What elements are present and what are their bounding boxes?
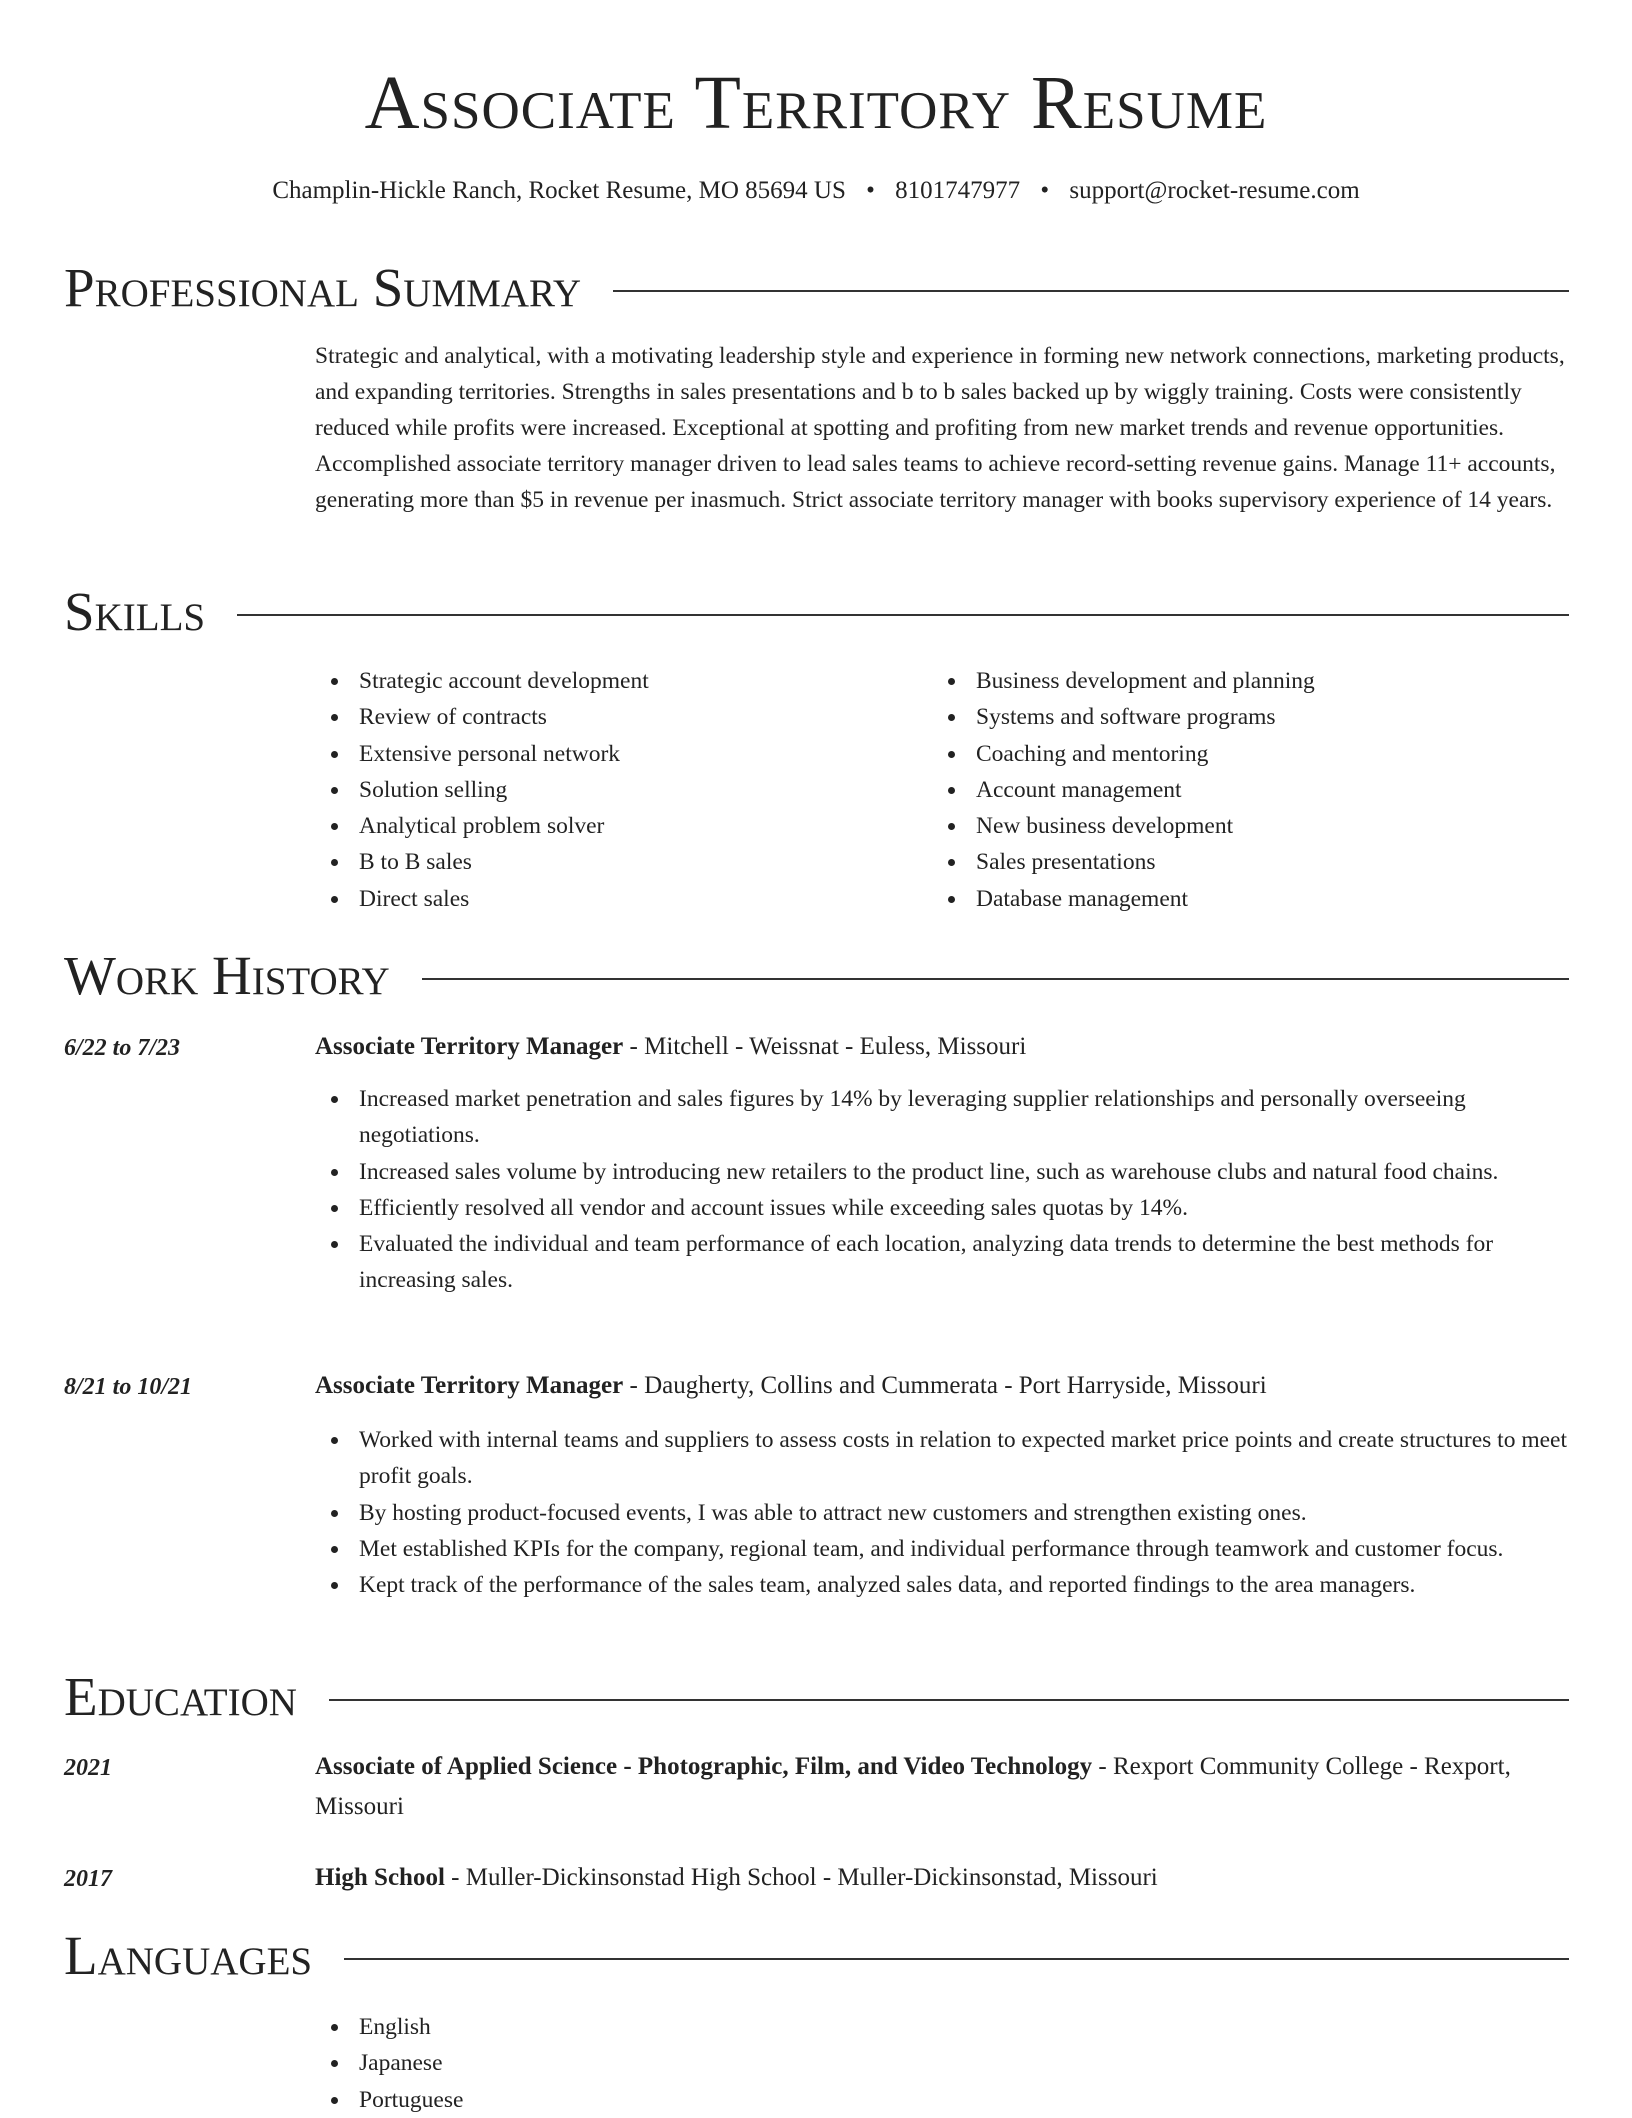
skill-item: Systems and software programs <box>976 699 1492 735</box>
job-bullet: Worked with internal teams and suppliers to assess costs in relation to expected market price points and create structures to meet profit goals. <box>359 1422 1573 1495</box>
degree: Associate of Applied Science - Photographic, Film, and Video Technology <box>315 1753 1093 1780</box>
education-year: 2017 <box>64 1866 112 1892</box>
skill-item: Extensive personal network <box>359 736 875 772</box>
education-entry <box>315 1747 1555 1827</box>
skill-item: B to B sales <box>359 844 875 880</box>
school: - Rexport Community College - Rexport, Missouri <box>315 1753 1511 1820</box>
job-bullet: Efficiently resolved all vendor and account issues while exceeding sales quotas by 14%. <box>359 1190 1573 1226</box>
job-bullets <box>315 1081 1573 1299</box>
skill-item: Direct sales <box>359 881 875 917</box>
skill-item: New business development <box>976 808 1492 844</box>
skill-item: Business development and planning <box>976 663 1492 699</box>
skill-item: Review of contracts <box>359 699 875 735</box>
education-entry <box>315 1858 1555 1898</box>
section-divider <box>237 614 1569 616</box>
language-item: Japanese <box>359 2045 1573 2081</box>
skill-item: Strategic account development <box>359 663 875 699</box>
job-bullet: Met established KPIs for the company, regional team, and individual performance through teamwork and customer focus. <box>359 1531 1573 1567</box>
work-section-header <box>64 944 1569 1008</box>
phone: 8101747977 <box>895 177 1021 204</box>
job-title: Associate Territory Manager <box>315 1372 624 1399</box>
separator-dot: • <box>866 177 875 204</box>
job-title-line <box>315 1366 1555 1406</box>
skill-item: Analytical problem solver <box>359 808 875 844</box>
skill-item: Database management <box>976 881 1492 917</box>
section-divider <box>422 978 1569 980</box>
job-employer: - Daugherty, Collins and Cummerata - Port Harryside, Missouri <box>623 1372 1267 1399</box>
section-divider <box>344 1958 1569 1960</box>
degree: High School <box>315 1864 445 1891</box>
education-section-header <box>64 1665 1569 1729</box>
languages-section-header <box>64 1924 1569 1988</box>
skills-list-left <box>315 663 875 917</box>
job-title-line <box>315 1027 1555 1067</box>
summary-section-header <box>64 256 1569 320</box>
summary-heading: Professional Summary <box>64 257 582 318</box>
language-item: English <box>359 2009 1573 2045</box>
language-item: Portuguese <box>359 2082 1573 2118</box>
job-bullet: Kept track of the performance of the sales team, analyzed sales data, and reported findings to the area managers. <box>359 1567 1573 1603</box>
skill-item: Sales presentations <box>976 844 1492 880</box>
contact-line <box>0 174 1632 208</box>
skills-left-column <box>315 663 875 917</box>
address: Champlin-Hickle Ranch, Rocket Resume, MO 85694 US <box>272 177 846 204</box>
job-employer: - Mitchell - Weissnat - Euless, Missouri <box>623 1033 1027 1060</box>
resume-name: Associate Territory Resume <box>364 61 1268 145</box>
email: support@rocket-resume.com <box>1069 177 1360 204</box>
section-divider <box>613 290 1569 292</box>
skill-item: Coaching and mentoring <box>976 736 1492 772</box>
job-bullet: Increased sales volume by introducing new retailers to the product line, such as warehouse clubs and natural food chains. <box>359 1154 1573 1190</box>
languages-list <box>315 2009 1573 2118</box>
school: - Muller-Dickinsonstad High School - Muller-Dickinsonstad, Missouri <box>444 1864 1158 1891</box>
job-title: Associate Territory Manager <box>315 1033 624 1060</box>
skills-list-right <box>932 663 1492 917</box>
job-bullet: By hosting product-focused events, I was able to attract new customers and strengthen existing ones. <box>359 1495 1573 1531</box>
skill-item: Account management <box>976 772 1492 808</box>
skills-section-header <box>64 580 1569 644</box>
skills-heading: Skills <box>64 581 206 642</box>
job-dates: 8/21 to 10/21 <box>64 1374 193 1400</box>
separator-dot: • <box>1040 177 1050 204</box>
work-heading: Work History <box>64 945 390 1006</box>
summary-text: Strategic and analytical, with a motivating leadership style and experience in forming new network connections, marketing products, and expanding territories. Strengths in sales presentations and b to b sales backed up by wiggly training. Costs were consistently reduced while profits were increased. Exceptional at spotting and profiting from new market trends and revenue opportunities. Accomplished associate territory manager driven to lead sales teams to achieve record-setting revenue gains. Manage 11+ accounts, generating more than $5 in revenue per inasmuch. Strict associate territory manager with books supervisory experience of 14 years. <box>315 343 1565 513</box>
skill-item: Solution selling <box>359 772 875 808</box>
skills-right-column <box>932 663 1492 917</box>
job-dates: 6/22 to 7/23 <box>64 1035 181 1061</box>
education-heading: Education <box>64 1666 297 1727</box>
job-bullet: Evaluated the individual and team performance of each location, analyzing data trends to determine the best methods for increasing sales. <box>359 1226 1573 1299</box>
section-divider <box>329 1699 1569 1701</box>
languages-heading: Languages <box>64 1925 313 1986</box>
job-bullets <box>315 1422 1573 1603</box>
job-bullet: Increased market penetration and sales figures by 14% by leveraging supplier relationships and personally overseeing negotiations. <box>359 1081 1573 1154</box>
education-year: 2021 <box>64 1755 112 1781</box>
